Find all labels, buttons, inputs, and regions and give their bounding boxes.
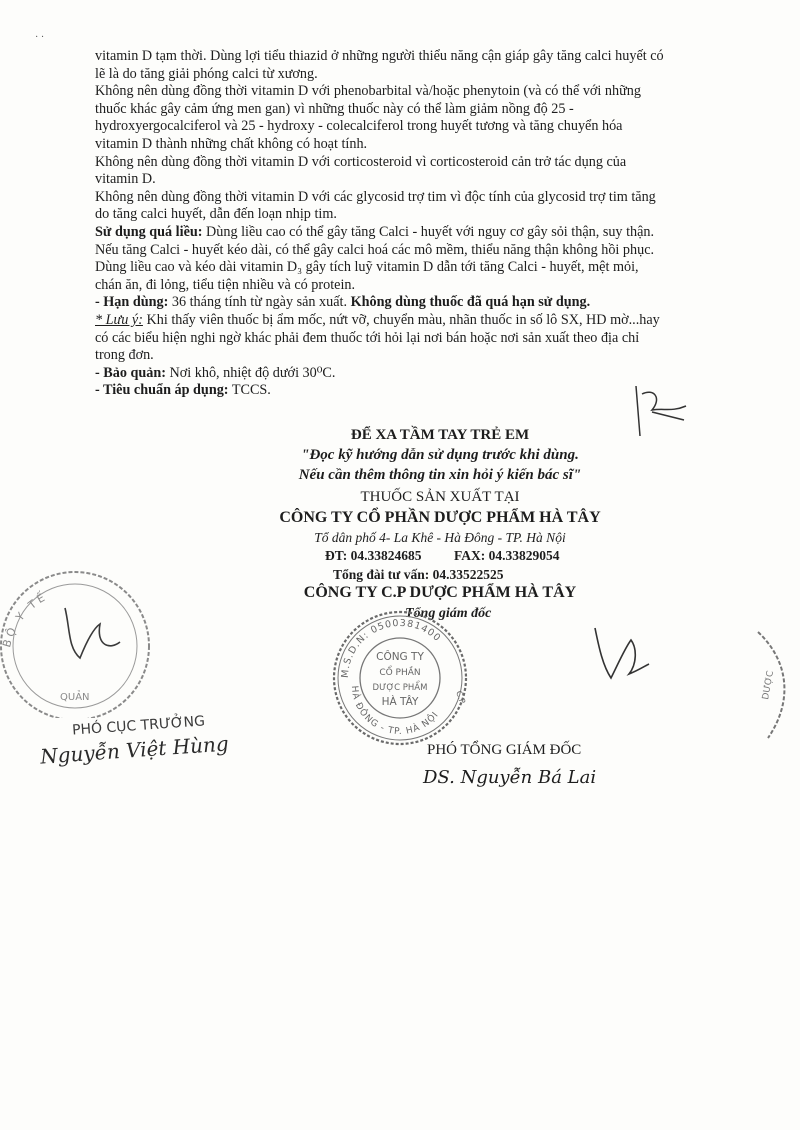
text-run: thuốc khác gây cảm ứng men gan) vì những thuốc này có thể làm giảm nồng độ 25 -: [95, 100, 574, 117]
company-address: Tổ dân phố 4- La Khê - Hà Đông - TP. Hà Nội: [314, 530, 566, 545]
text-run: Không nên dùng đồng thời vitamin D với các glycosid trợ tim vì độc tính của glycosid trợ tim tăng: [95, 188, 656, 205]
consult-doctor: Nếu cần thêm thông tin xin hỏi ý kiến bác sĩ": [298, 467, 582, 483]
body-line: [95, 83, 755, 101]
text-run: - Bảo quản:: [95, 364, 166, 381]
text-run: Khi thấy viên thuốc bị ẩm mốc, nứt vỡ, chuyển màu, nhãn thuốc in số lô SX, HD mờ...hay: [142, 311, 660, 328]
company-name: CÔNG TY CỔ PHẦN DƯỢC PHẨM HÀ TÂY: [279, 509, 601, 526]
seal-cp: C.P: [454, 689, 468, 705]
seal-center-3: DƯỢC PHẨM: [372, 683, 428, 693]
text-run: TCCS.: [228, 382, 271, 399]
ministry-seal-top: BỘ Y TẾ: [0, 589, 50, 649]
left-official-name: Nguyễn Việt Hùng: [39, 731, 230, 769]
text-run: Dùng liều cao và kéo dài vitamin D₃ gây tích luỹ vitamin D dẫn tới tăng Calci - huyết, mệt mỏi,: [95, 259, 639, 276]
text-run: có các biểu hiện nghi ngờ khác phải đem thuốc tới hỏi lại nơi bán hoặc nơi sản xuất theo địa chỉ: [95, 329, 640, 346]
ministry-seal-bottom: QUẢN: [60, 692, 90, 703]
body-text: [95, 48, 755, 400]
body-line: [95, 259, 755, 277]
body-line: [95, 294, 755, 312]
svg-text:BỘ Y TẾ: [0, 589, 49, 649]
ministry-seal-graphic: [0, 558, 170, 718]
company-hotline: Tổng đài tư vấn: 04.33522525: [333, 567, 504, 582]
read-instructions: "Đọc kỹ hướng dẫn sử dụng trước khi dùng.: [301, 447, 579, 463]
seal-center-2: CỔ PHẦN: [379, 668, 421, 678]
seal-ring-bottom: HÀ ĐÔNG - TP. HÀ NỘI: [348, 685, 442, 738]
seal-center-4: HÀ TÂY: [381, 696, 419, 708]
initial-mark: [628, 382, 698, 442]
body-line: [95, 206, 755, 224]
deputy-title: PHÓ TỔNG GIÁM ĐỐC: [427, 742, 582, 758]
body-line: [95, 347, 755, 365]
body-line: [95, 171, 755, 189]
body-line: [95, 330, 755, 348]
text-run: vitamin D.: [95, 171, 156, 188]
text-run: vitamin D thành những chất không có hoạt tính.: [95, 135, 368, 152]
text-run: trong đơn.: [95, 347, 154, 364]
director-title: Tổng giám đốc: [405, 606, 492, 621]
body-line: [95, 136, 755, 154]
text-run: do tăng calci huyết, dẫn đến loạn nhịp tim.: [95, 206, 337, 223]
seal-ring-top: M.S.D.N: 0500381400: [339, 617, 444, 679]
body-line: [95, 224, 755, 242]
text-run: * Lưu ý:: [95, 311, 143, 328]
text-run: Nếu tăng Calci - huyết kéo dài, có thể gây calci hoá các mô mềm, thiểu năng thận không hồi phục.: [95, 241, 655, 258]
left-official-title: PHÓ CỤC TRƯỞNG: [71, 713, 206, 739]
text-run: - Tiêu chuẩn áp dụng:: [95, 382, 229, 399]
text-run: hydroxyergocalciferol và 25 - hydroxy - colecalciferol trong huyết tương và tăng chuyển hóa: [95, 118, 623, 135]
ministry-seal: [0, 558, 170, 718]
body-line: [95, 277, 755, 295]
text-run: Nơi khô, nhiệt độ dưới 30⁰C.: [165, 364, 336, 381]
body-line: [95, 48, 755, 66]
text-run: vitamin D tạm thời. Dùng lợi tiểu thiazid ở những người thiểu năng cận giáp gây tăng calci huyết có: [95, 48, 664, 64]
company-seal-graphic: [330, 608, 470, 748]
body-line: [95, 365, 755, 383]
made-at-label: THUỐC SẢN XUẤT TẠI: [360, 489, 520, 505]
body-line: [95, 118, 755, 136]
edge-seal-fragment: [738, 630, 800, 740]
seal-center-1: CÔNG TY: [376, 651, 424, 663]
company-seal: [330, 608, 470, 748]
company-fax: FAX: 04.33829054: [454, 548, 560, 563]
body-line: [95, 189, 755, 207]
child-warning: ĐỂ XA TẦM TAY TRẺ EM: [350, 427, 530, 443]
body-line: [95, 101, 755, 119]
text-run: 36 tháng tính từ ngày sản xuất.: [168, 294, 351, 311]
deputy-name: DS. Nguyễn Bá Lai: [423, 767, 597, 788]
text-run: Không dùng thuốc đã quá hạn sử dụng.: [350, 294, 591, 311]
text-run: - Hạn dùng:: [95, 294, 169, 311]
company-phone: ĐT: 04.33824685: [325, 548, 422, 563]
text-run: lẽ là do tăng giải phóng calci từ xương.: [95, 65, 318, 82]
body-line: [95, 242, 755, 260]
text-run: Không nên dùng đồng thời vitamin D với phenobarbital và/hoặc phenytoin (và có thể với những: [95, 83, 641, 100]
director-signature: [585, 618, 655, 688]
body-line: [95, 66, 755, 84]
company-short-name: CÔNG TY C.P DƯỢC PHẨM HÀ TÂY: [303, 584, 577, 601]
edge-seal-text: DƯỢC: [761, 670, 777, 701]
text-run: chán ăn, đi lỏng, tiểu tiện nhiều và có protein.: [95, 276, 356, 293]
text-run: Dùng liều cao có thể gây tăng Calci - huyết với nguy cơ gây sỏi thận, suy thận.: [202, 223, 655, 240]
scan-mark: · ·: [35, 32, 45, 43]
text-run: Sử dụng quá liều:: [95, 223, 203, 240]
text-run: Không nên dùng đồng thời vitamin D với corticosteroid vì corticosteroid cản trở tác dụng của: [95, 153, 627, 170]
body-line: [95, 312, 755, 330]
body-line: [95, 154, 755, 172]
